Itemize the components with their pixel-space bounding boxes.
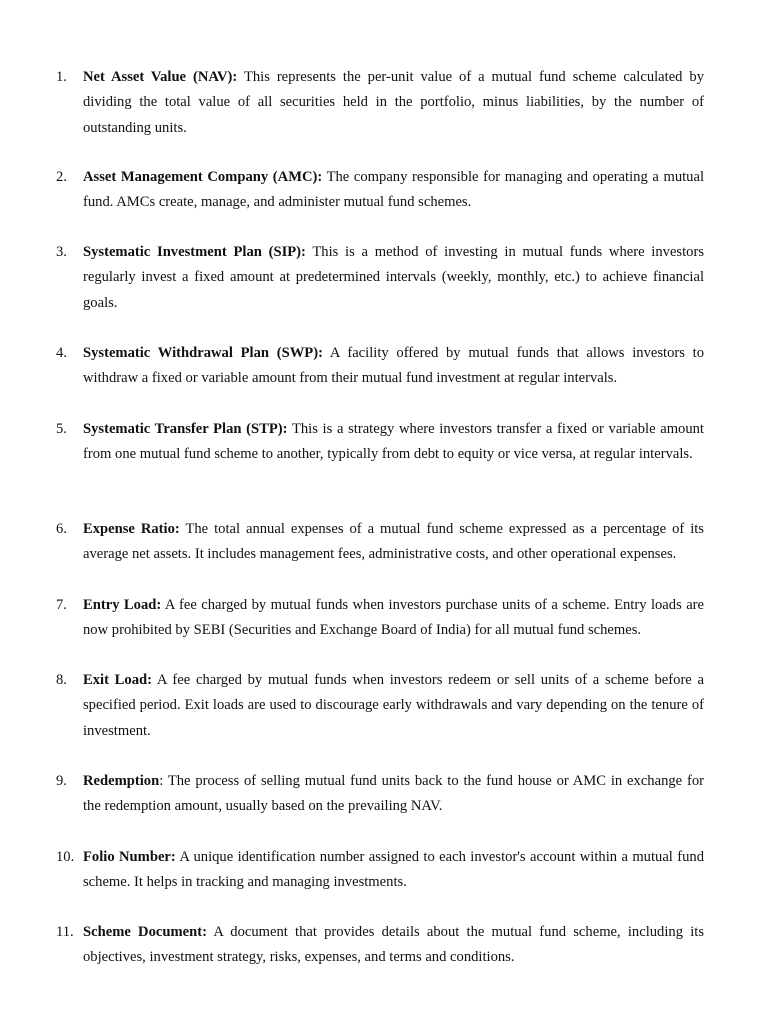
- item-number: 7.: [56, 597, 67, 613]
- item-term: Systematic Transfer Plan (STP):: [83, 421, 288, 437]
- list-item: [56, 341, 704, 392]
- item-term: Expense Ratio:: [83, 521, 180, 537]
- list-item: [56, 517, 704, 568]
- list-item: [56, 593, 704, 644]
- item-text: A facility offered by mutual funds that allows investors to withdraw a fixed or variable amount from their mutual fund investment at regular intervals.: [83, 345, 705, 387]
- list-item: [56, 845, 704, 896]
- item-term: Scheme Document:: [83, 924, 207, 940]
- list-item: [56, 920, 704, 971]
- item-body: [83, 417, 704, 468]
- item-term: Exit Load:: [83, 672, 152, 688]
- item-number: 9.: [56, 773, 67, 789]
- item-term: Asset Management Company (AMC):: [83, 169, 323, 185]
- item-term: Folio Number:: [83, 849, 176, 865]
- item-number: 3.: [56, 244, 67, 260]
- item-body: [83, 920, 704, 971]
- item-term: Systematic Withdrawal Plan (SWP):: [83, 345, 323, 361]
- item-body: [83, 769, 704, 820]
- item-body: [83, 165, 704, 216]
- item-body: [83, 517, 704, 568]
- list-item: [56, 668, 704, 744]
- item-body: [83, 593, 704, 644]
- item-text: A fee charged by mutual funds when investors purchase units of a scheme. Entry loads are now prohibited by SEBI (Securities and Exchange Board of India) for all mutual fund schemes.: [83, 597, 705, 639]
- item-number: 6.: [56, 521, 67, 537]
- item-text: This is a strategy where investors transfer a fixed or variable amount from one mutual fund scheme to another, typically from debt to equity or vice versa, at regular intervals.: [83, 421, 704, 463]
- list-item: [56, 417, 704, 468]
- item-term: Entry Load:: [83, 597, 162, 613]
- item-text: : The process of selling mutual fund units back to the fund house or AMC in exchange for the redemption amount, usually based on the prevailing NAV.: [83, 773, 704, 815]
- item-term: Net Asset Value (NAV):: [83, 69, 238, 85]
- item-number: 4.: [56, 345, 67, 361]
- item-number: 2.: [56, 169, 67, 185]
- item-body: [83, 341, 704, 392]
- item-text: A document that provides details about the mutual fund scheme, including its objectives, investment strategy, risks, expenses, and terms and conditions.: [83, 924, 704, 966]
- item-text: The total annual expenses of a mutual fund scheme expressed as a percentage of its average net assets. It includes management fees, administrative costs, and other operational expenses.: [83, 521, 704, 563]
- item-number: 11.: [56, 924, 74, 940]
- item-number: 10.: [56, 849, 75, 865]
- item-text: A fee charged by mutual funds when investors redeem or sell units of a scheme before a specified period. Exit loads are used to discourage early withdrawals and vary depending on the tenure of investment.: [83, 672, 704, 739]
- list-item: [56, 165, 704, 216]
- item-text: A unique identification number assigned to each investor's account within a mutual fund scheme. It helps in tracking and managing investments.: [83, 849, 705, 891]
- item-body: [83, 65, 704, 141]
- item-body: [83, 668, 704, 744]
- item-body: [83, 240, 704, 316]
- item-number: 1.: [56, 69, 67, 85]
- list-item: [56, 65, 704, 141]
- item-text: This represents the per-unit value of a mutual fund scheme calculated by dividing the total value of all securities held in the portfolio, minus liabilities, by the number of outstanding units.: [83, 69, 704, 136]
- item-text: This is a method of investing in mutual funds where investors regularly invest a fixed amount at predetermined intervals (weekly, monthly, etc.) to achieve financial goals.: [83, 244, 704, 311]
- item-term: Redemption: [83, 773, 160, 789]
- item-body: [83, 845, 704, 896]
- item-number: 8.: [56, 672, 67, 688]
- list-item: [56, 769, 704, 820]
- item-number: 5.: [56, 421, 67, 437]
- list-item: [56, 240, 704, 316]
- item-text: The company responsible for managing and operating a mutual fund. AMCs create, manage, and administer mutual fund schemes.: [83, 169, 704, 211]
- item-term: Systematic Investment Plan (SIP):: [83, 244, 306, 260]
